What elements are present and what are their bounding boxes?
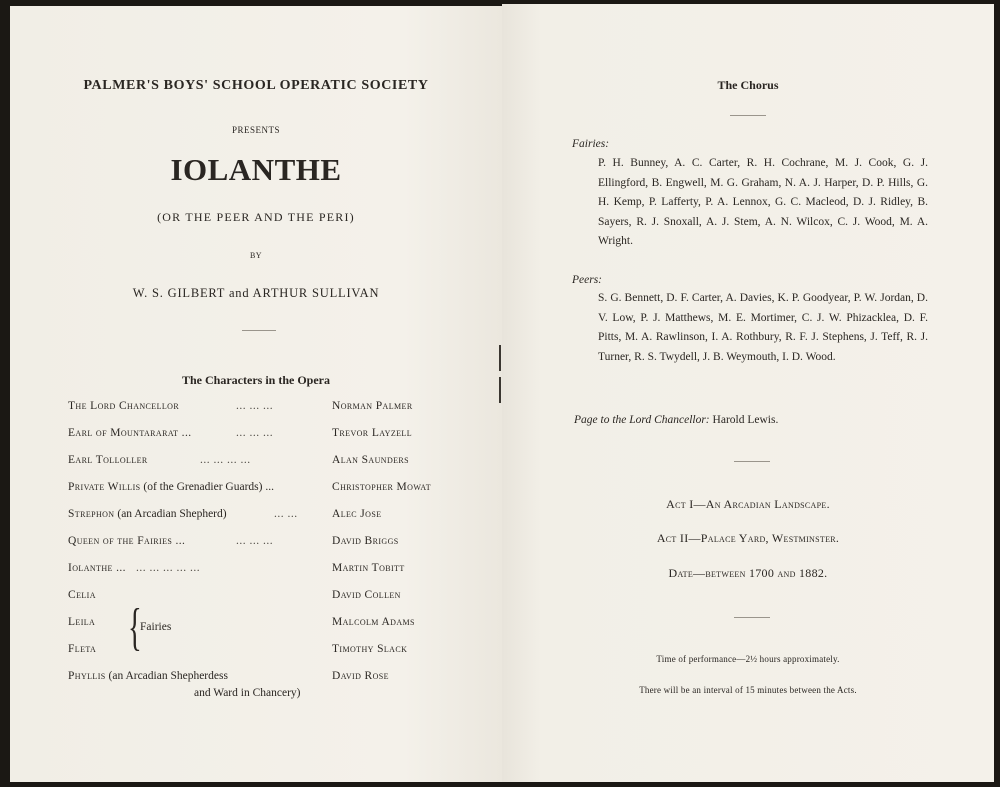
character-actor: David Briggs (332, 535, 399, 547)
character-actor: David Rose (332, 670, 389, 682)
leader-dots: ... ... ... (236, 427, 274, 439)
fairies-section-label: Fairies: (572, 138, 610, 150)
character-role: Iolanthe ... (68, 562, 126, 574)
divider-rule (242, 330, 276, 331)
character-actor: Malcolm Adams (332, 616, 415, 628)
page-to-chancellor (574, 414, 778, 426)
opera-title: IOLANTHE (170, 152, 342, 187)
fairies-names: P. H. Bunney, A. C. Carter, R. H. Cochrane, M. J. Cook, G. J. Ellingford, B. Engwell, M. G. Graham, N. A. J. Harper, D. P. Hills, G. H. Kemp, P. Lafferty, P. A. Lennox, G. C. Macleod, D. J. Ridley, B. Sayers, R. J. Snoxall, A. J. Stem, A. N. Wilcox, C. J. Wood, M. A. Wright. (598, 157, 928, 247)
character-actor: Trevor Layzell (332, 427, 413, 439)
character-role: Earl Tolloller (68, 454, 148, 466)
leader-dots: ... ... ... ... (200, 454, 251, 466)
character-role: Celia (68, 589, 96, 601)
character-role: Leila (68, 616, 96, 628)
authors-line: W. S. GILBERT and ARTHUR SULLIVAN (132, 286, 380, 300)
performance-time-note: Time of performance—2½ hours approximately. (656, 654, 840, 664)
character-row (68, 400, 488, 416)
character-actor: Timothy Slack (332, 643, 408, 655)
characters-heading: The Characters in the Opera (182, 373, 330, 387)
page-name: Harold Lewis. (712, 414, 779, 426)
character-row (68, 508, 488, 524)
character-row (68, 535, 488, 551)
character-actor: Christopher Mowat (332, 481, 431, 493)
interval-note: There will be an interval of 15 minutes between the Acts. (639, 685, 857, 695)
phyllis-line-2: and Ward in Chancery) (194, 687, 301, 699)
character-role: Earl of Mountararat ... (68, 427, 192, 439)
act-one: Act I—An Arcadian Landscape. (666, 497, 830, 511)
peers-section-label: Peers: (572, 274, 603, 286)
peers-names: S. G. Bennett, D. F. Carter, A. Davies, K. P. Goodyear, P. W. Jordan, D. V. Low, P. J. Matthews, M. E. Mortimer, C. J. W. Phizacklea, D. F. Pitts, M. A. Rawlinson, I. A. Rothbury, R. F. J. Stephens, J. Teff, R. J. Turner, R. S. Twydell, J. B. Weymouth, I. D. Wood. (598, 292, 928, 363)
character-row (68, 670, 488, 686)
left-page (10, 6, 502, 782)
character-role: Strephon (an Arcadian Shepherd) (68, 508, 227, 520)
brace-glyph: { (128, 599, 142, 656)
character-actor: Alan Saunders (332, 454, 409, 466)
character-actor: Alec Jose (332, 508, 382, 520)
staple-fold (499, 345, 503, 405)
leader-dots: ... ... ... (236, 400, 274, 412)
divider-rule (734, 617, 770, 618)
act-two: Act II—Palace Yard, Westminster. (656, 531, 840, 545)
chorus-heading: The Chorus (717, 78, 779, 92)
character-role: The Lord Chancellor (68, 400, 180, 412)
fairies-label: Fairies (140, 621, 172, 633)
divider-rule (734, 461, 770, 462)
character-actor: Martin Tobitt (332, 562, 405, 574)
character-row (68, 481, 488, 497)
right-page (502, 4, 994, 782)
character-actor: Norman Palmer (332, 400, 413, 412)
character-row (68, 427, 488, 443)
character-row-continued (68, 687, 488, 703)
character-role: Private Willis (of the Grenadier Guards) ... (68, 481, 274, 493)
character-role: Queen of the Fairies ... (68, 535, 186, 547)
divider-rule (730, 115, 766, 116)
character-role: Phyllis (an Arcadian Shepherdess (68, 670, 228, 682)
page-label: Page to the Lord Chancellor: (574, 414, 710, 426)
leader-dots: ... ... (274, 508, 298, 520)
character-role: Fleta (68, 643, 97, 655)
fairies-brace-group (128, 599, 188, 662)
presents-text: PRESENTS (231, 125, 280, 135)
leader-dots: ... ... ... (236, 535, 274, 547)
character-row (68, 562, 488, 578)
character-row (68, 454, 488, 470)
date-line: Date—between 1700 and 1882. (668, 566, 828, 580)
character-actor: David Collen (332, 589, 401, 601)
society-heading: PALMER'S BOYS' SCHOOL OPERATIC SOCIETY (83, 78, 429, 93)
leader-dots: ... ... ... ... ... (136, 562, 201, 574)
by-text: BY (249, 251, 263, 260)
opera-subtitle: (OR THE PEER AND THE PERI) (157, 210, 355, 224)
